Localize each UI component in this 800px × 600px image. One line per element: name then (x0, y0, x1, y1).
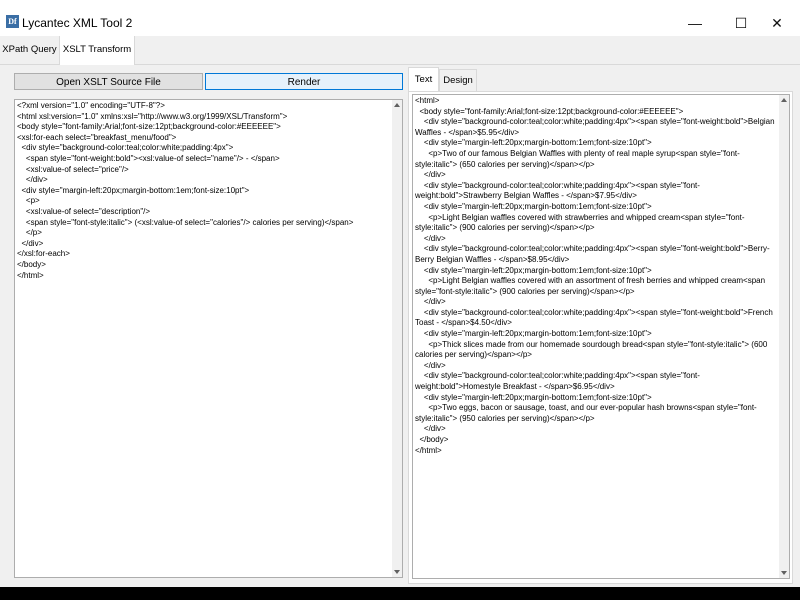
output-line: <div style="margin-left:20px;margin-bottom:1em;font-size:10pt"> (415, 138, 652, 148)
close-button[interactable]: ✕ (771, 15, 783, 31)
source-scrollbar[interactable] (392, 100, 402, 577)
open-xslt-file-button[interactable]: Open XSLT Source File (14, 73, 203, 90)
main-tab-strip (0, 36, 800, 65)
tab-text[interactable]: Text (408, 67, 439, 93)
output-line: </html> (415, 445, 442, 455)
output-line: </body> (415, 435, 449, 444)
xslt-source-text[interactable]: <?xml version="1.0" encoding="UTF-8"?> <html xsl:version="1.0" xmlns:xsl="http://www.w3.org/1999/XSL/Transform"> <body style="font-family:Arial;font-size:12pt;background-color:#EEEEEE"> <xsl:for-each select="breakfast_menu/food"> <div style="background-color:teal;color:white;padding:4px"> <span style="font-weight:bold"><xsl:value-of select="name"/> - </span> <xsl:value-of select="price"/> </div> <div style="margin-left:20px;margin-bottom:1em;font-size:10pt"> <p> <xsl:value-of select="description"/> <span style="font-style:italic"> (<xsl:value-of select="calories"/> calories per serving)</span> </p> </div> </xsl:for-each> </body> </html> (17, 101, 354, 280)
maximize-button[interactable]: ☐ (734, 15, 748, 31)
output-line: <div style="background-color:teal;color:white;padding:4px"><span style="font-weight:bold">French Toast - </span>$4.50</div> (415, 307, 775, 328)
scroll-up-icon[interactable] (781, 98, 787, 102)
tab-design[interactable]: Design (439, 69, 477, 93)
tab-xslt-transform[interactable]: XSLT Transform (59, 36, 135, 65)
output-line: <p>Two eggs, bacon or sausage, toast, and our ever-popular hash browns<span style="font-style:italic"> (950 calories per serving)</span></p> (415, 403, 757, 423)
xslt-transform-panel (0, 65, 800, 587)
output-line: <p>Thick slices made from our homemade sourdough bread<span style="font-style:italic"> (600 calories per serving)</span></p> (415, 339, 770, 360)
output-line: <body style="font-family:Arial;font-size:12pt;background-color:#EEEEEE"> (415, 106, 684, 116)
output-text[interactable] (415, 96, 781, 456)
app-icon: Df (6, 15, 19, 28)
output-panel (408, 91, 793, 584)
output-line: <div style="background-color:teal;color:white;padding:4px"><span style="font-weight:bold">Strawberry Belgian Waffles - </span>$7.95</div> (415, 180, 700, 201)
output-line: <div style="margin-left:20px;margin-bottom:1em;font-size:10pt"> (415, 201, 652, 211)
scroll-down-icon[interactable] (394, 570, 400, 574)
output-line: <p>Light Belgian waffles covered with strawberries and whipped cream<span style="font-style:italic"> (900 calories per serving)</span></p> (415, 212, 745, 233)
output-line: <html> (415, 96, 440, 105)
output-line: <div style="margin-left:20px;margin-bottom:1em;font-size:10pt"> (415, 265, 652, 275)
output-line: <p>Light Belgian waffles covered with an assortment of fresh berries and whipped cream<span style="font-style:italic"> (900 calories per serving)</span></p> (415, 276, 768, 296)
output-line: </div> (415, 360, 446, 370)
xslt-source-editor[interactable] (14, 99, 403, 578)
output-text-editor[interactable] (412, 94, 790, 579)
output-line: <p>Two of our famous Belgian Waffles with plenty of real maple syrup<span style="font-style:italic"> (650 calories per serving)</span></p> (415, 148, 740, 169)
output-line: </div> (415, 297, 446, 307)
output-line: </div> (415, 233, 446, 243)
output-line: <div style="background-color:teal;color:white;padding:4px"><span style="font-weight:bold">Berry-Berry Belgian Waffles - </span>$8.95</div> (415, 244, 770, 264)
tab-xpath-query[interactable]: XPath Query (2, 44, 57, 55)
window-title: Lycantec XML Tool 2 (22, 16, 133, 30)
output-line: </div> (415, 424, 446, 434)
output-line: <div style="background-color:teal;color:white;padding:4px"><span style="font-weight:bold">Homestyle Breakfast - </span>$6.95</div> (415, 371, 700, 392)
scroll-down-icon[interactable] (781, 571, 787, 575)
title-bar[interactable] (0, 0, 800, 36)
output-line: <div style="background-color:teal;color:white;padding:4px"><span style="font-weight:bold">Belgian Waffles - </span>$5.95</div> (415, 117, 777, 137)
output-scrollbar[interactable] (779, 95, 789, 578)
render-button[interactable]: Render (205, 73, 403, 90)
output-line: <div style="margin-left:20px;margin-bottom:1em;font-size:10pt"> (415, 392, 652, 402)
scroll-up-icon[interactable] (394, 103, 400, 107)
output-line: </div> (415, 170, 446, 180)
minimize-button[interactable]: — (688, 15, 702, 31)
output-line: <div style="margin-left:20px;margin-bottom:1em;font-size:10pt"> (415, 329, 652, 339)
